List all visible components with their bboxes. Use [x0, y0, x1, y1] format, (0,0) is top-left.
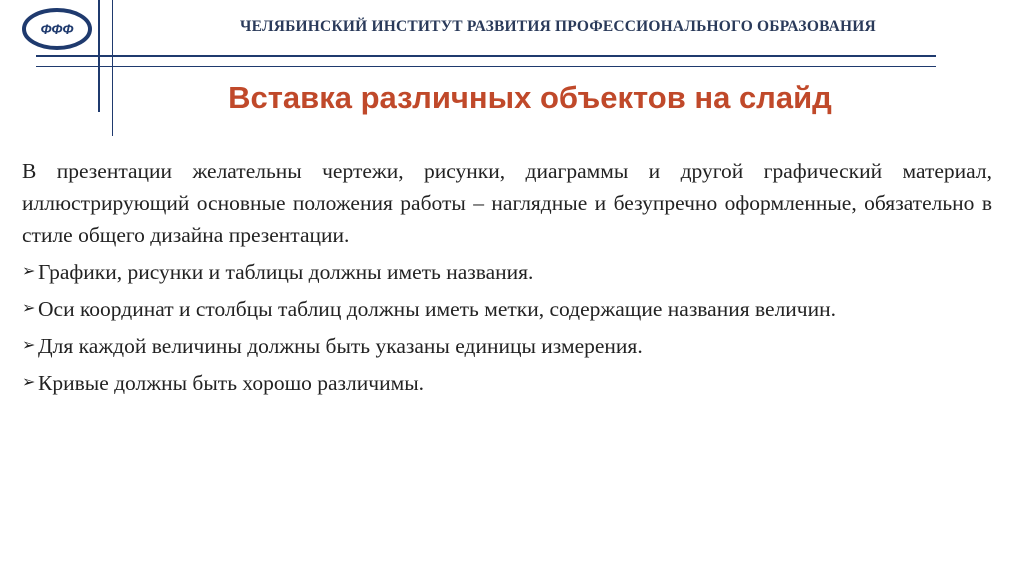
- svg-text:ФФФ: ФФФ: [40, 21, 74, 37]
- header-vertical-line: [98, 0, 100, 112]
- arrow-bullet-icon: ➢: [22, 263, 36, 280]
- list-item: [22, 293, 992, 325]
- list-item: [22, 256, 992, 288]
- header-divider-line-thin: [36, 66, 936, 67]
- header-divider-line: [36, 55, 936, 57]
- slide-title: Вставка различных объектов на слайд: [228, 80, 832, 115]
- list-item-text: Оси координат и столбцы таблиц должны иметь метки, содержащие названия величин.: [38, 297, 836, 321]
- slide-body: [22, 155, 992, 404]
- arrow-bullet-icon: ➢: [22, 300, 36, 317]
- list-item: [22, 330, 992, 362]
- intro-paragraph: В презентации желательны чертежи, рисунки, диаграммы и другой графический материал, иллюстрирующий основные положения работы – наглядные и безупречно оформленные, обязательно в стиле общего дизайна презентации.: [22, 159, 992, 247]
- arrow-bullet-icon: ➢: [22, 374, 36, 391]
- list-item-text: Для каждой величины должны быть указаны единицы измерения.: [38, 334, 643, 358]
- arrow-bullet-icon: ➢: [22, 337, 36, 354]
- list-item-text: Графики, рисунки и таблицы должны иметь названия.: [38, 260, 534, 284]
- institute-logo-icon: [22, 8, 92, 50]
- institute-name: ЧЕЛЯБИНСКИЙ ИНСТИТУТ РАЗВИТИЯ ПРОФЕССИОНАЛЬНОГО ОБРАЗОВАНИЯ: [240, 18, 876, 35]
- list-item: [22, 367, 992, 399]
- header-vertical-line-thin: [112, 0, 113, 136]
- list-item-text: Кривые должны быть хорошо различимы.: [38, 371, 425, 395]
